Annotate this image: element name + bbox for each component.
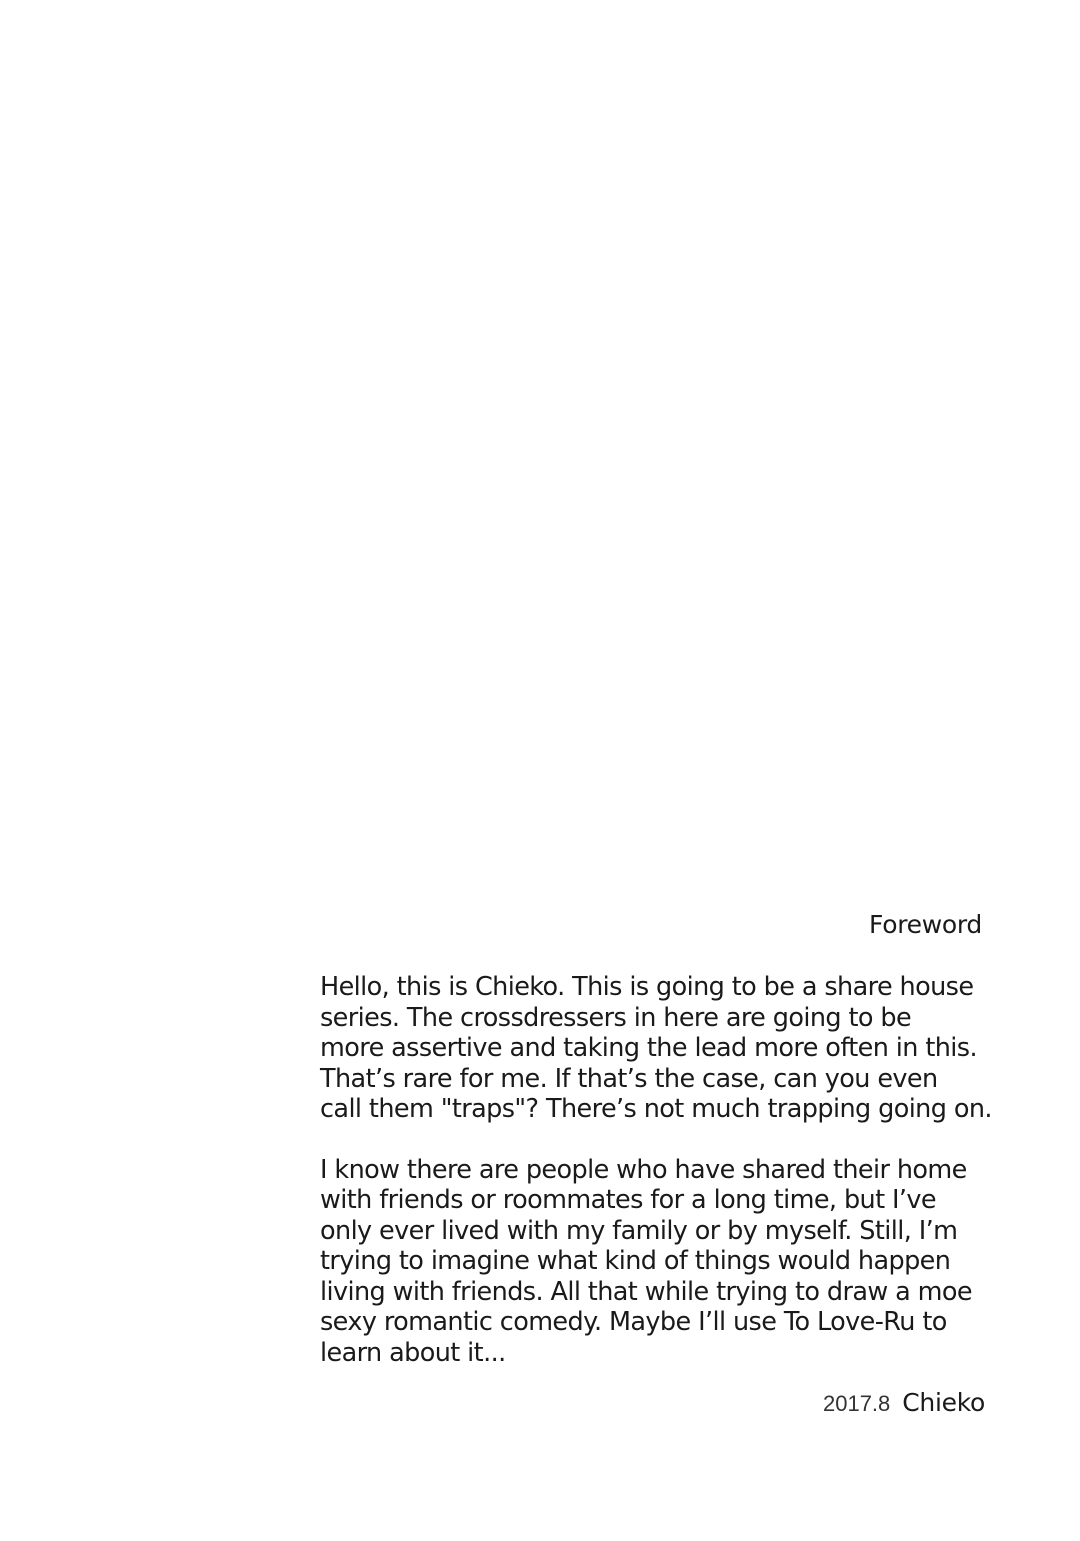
- text-line: Hello, this is Chieko. This is going to be a share house: [320, 972, 974, 1002]
- text-line: living with friends. All that while trying to draw a moe: [320, 1276, 973, 1307]
- signature-date: 2017.8: [822, 1391, 891, 1416]
- text-line: series. The crossdressers in here are going to be: [320, 1002, 912, 1033]
- signature-name: Chieko: [902, 1388, 985, 1417]
- text-line: trying to imagine what kind of things would happen: [320, 1246, 951, 1276]
- signature: [823, 1388, 985, 1417]
- text-line: only ever lived with my family or by myself. Still, I’m: [320, 1215, 958, 1246]
- foreword-body: [320, 972, 1040, 1368]
- text-line: That’s rare for me. If that’s the case, can you even: [320, 1063, 938, 1094]
- foreword-title: Foreword: [869, 910, 982, 939]
- text-line: call them "traps"? There’s not much trapping going on.: [320, 1094, 992, 1124]
- paragraph-2: [320, 1155, 1040, 1369]
- text-line: sexy romantic comedy. Maybe I’ll use To Love-Ru to: [320, 1307, 947, 1337]
- text-line: learn about it...: [320, 1337, 506, 1368]
- text-line: more assertive and taking the lead more often in this.: [320, 1033, 977, 1063]
- text-line: I know there are people who have shared their home: [320, 1154, 967, 1185]
- paragraph-1: [320, 972, 1040, 1125]
- text-line: with friends or roommates for a long time, but I’ve: [320, 1185, 937, 1215]
